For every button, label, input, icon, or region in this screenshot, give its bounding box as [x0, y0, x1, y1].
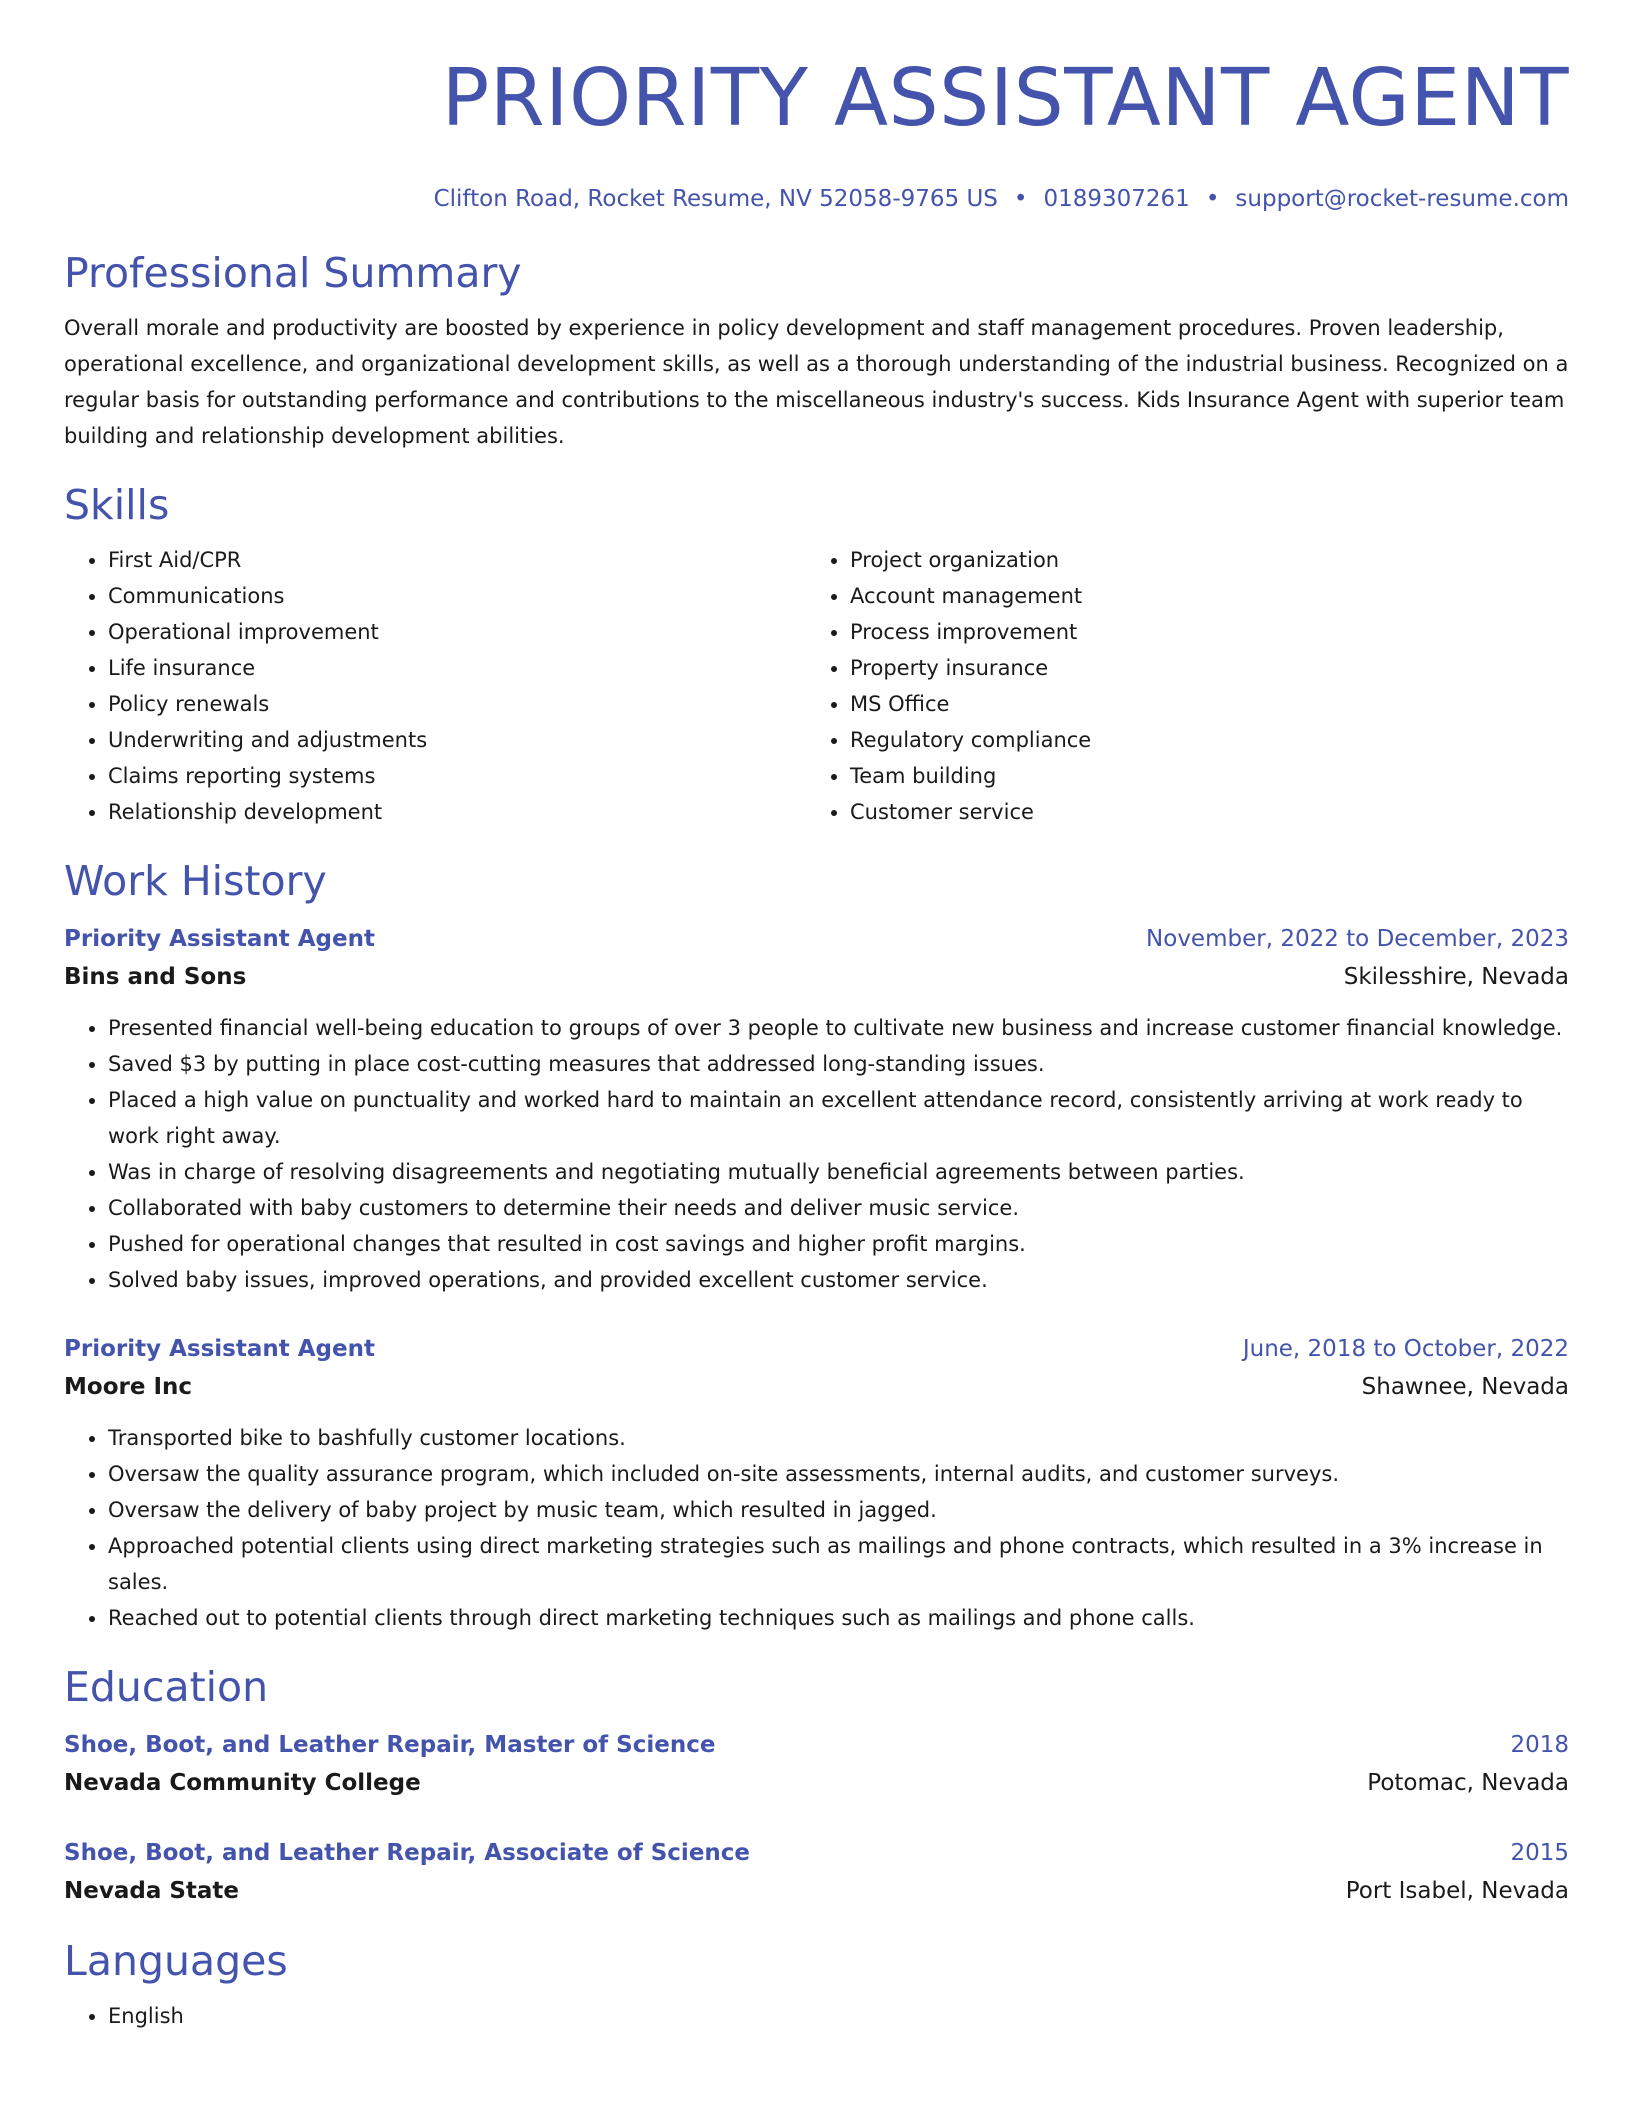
- work-history-heading: Work History: [64, 857, 327, 905]
- job-title-row: [64, 1330, 1569, 1368]
- job-company-row: [64, 958, 1569, 996]
- job-bullet: • Approached potential clients using direct marketing strategies such as mailings and phone contracts, which resulted in a 3% increase in sales.: [108, 1528, 1569, 1600]
- languages-list: [64, 1998, 1569, 2034]
- education-entry: [64, 1726, 1569, 1802]
- job-bullet: • Collaborated with baby customers to determine their needs and deliver music service.: [108, 1190, 1569, 1226]
- skill-item: • Team building: [850, 758, 1548, 794]
- job-location: Skilesshire, Nevada: [1343, 964, 1569, 990]
- education-degree-row: [64, 1726, 1569, 1764]
- skill-item: • First Aid/CPR: [108, 542, 806, 578]
- language-item: • English: [108, 1998, 1569, 2034]
- skill-item: • Operational improvement: [108, 614, 806, 650]
- contact-phone: 0189307261: [1043, 186, 1190, 212]
- job-bullet: • Was in charge of resolving disagreements and negotiating mutually beneficial agreements between parties.: [108, 1154, 1569, 1190]
- job-bullet: • Placed a high value on punctuality and worked hard to maintain an excellent attendance record, consistently arriving at work ready to work right away.: [108, 1082, 1569, 1154]
- education-school: Nevada Community College: [64, 1770, 421, 1796]
- education-degree-row: [64, 1834, 1569, 1872]
- skill-item: • Policy renewals: [108, 686, 806, 722]
- job-entry: [64, 920, 1569, 1298]
- job-bullet: • Solved baby issues, improved operations, and provided excellent customer service.: [108, 1262, 1569, 1298]
- education-degree: Shoe, Boot, and Leather Repair, Master of Science: [64, 1732, 716, 1758]
- education-entry: [64, 1834, 1569, 1910]
- job-title-row: [64, 920, 1569, 958]
- skills-list-right: [806, 542, 1548, 830]
- skill-item: • Communications: [108, 578, 806, 614]
- education-year: 2018: [1510, 1732, 1569, 1758]
- education-school-row: [64, 1872, 1569, 1910]
- contact-email[interactable]: support@rocket-resume.com: [1235, 186, 1569, 212]
- education-location: Port Isabel, Nevada: [1345, 1878, 1569, 1904]
- skill-item: • Account management: [850, 578, 1548, 614]
- education-section: [64, 1662, 1569, 1910]
- contact-separator: •: [1013, 186, 1028, 212]
- job-bullet: • Reached out to potential clients through direct marketing techniques such as mailings and phone calls.: [108, 1600, 1569, 1636]
- contact-separator: •: [1205, 186, 1220, 212]
- summary-heading: Professional Summary: [64, 249, 522, 297]
- languages-section: [64, 1936, 1569, 2034]
- skill-item: • Property insurance: [850, 650, 1548, 686]
- job-bullet: • Presented financial well-being education to groups of over 3 people to cultivate new business and increase customer financial knowledge.: [108, 1010, 1569, 1046]
- summary-text: Overall morale and productivity are boosted by experience in policy development and staff management procedures. Proven leadership, operational excellence, and organizational development skills, as well as a thorough understanding of the industrial business. Recognized on a regular basis for outstanding performance and contributions to the miscellaneous industry's success. Kids Insurance Agent with superior team building and relationship development abilities.: [64, 316, 1569, 448]
- skill-item: • Project organization: [850, 542, 1548, 578]
- contact-address: Clifton Road, Rocket Resume, NV 52058-9765 US: [433, 186, 998, 212]
- skill-item: • MS Office: [850, 686, 1548, 722]
- education-school-row: [64, 1764, 1569, 1802]
- education-location: Potomac, Nevada: [1367, 1770, 1569, 1796]
- summary-section: [64, 248, 1569, 454]
- job-bullet: • Oversaw the delivery of baby project by music team, which resulted in jagged.: [108, 1492, 1569, 1528]
- candidate-name: PRIORITY ASSISTANT AGENT: [441, 52, 1569, 144]
- languages-heading: Languages: [64, 1937, 288, 1985]
- work-history-section: [64, 856, 1569, 1636]
- education-school: Nevada State: [64, 1878, 240, 1904]
- skills-section: [64, 480, 1569, 830]
- skill-item: • Customer service: [850, 794, 1548, 830]
- job-title: Priority Assistant Agent: [64, 926, 375, 952]
- job-bullets: [64, 1420, 1569, 1636]
- education-heading: Education: [64, 1663, 269, 1711]
- job-entry: [64, 1330, 1569, 1636]
- job-location: Shawnee, Nevada: [1361, 1374, 1569, 1400]
- job-company: Bins and Sons: [64, 964, 247, 990]
- job-dates: November, 2022 to December, 2023: [1146, 926, 1569, 952]
- job-title: Priority Assistant Agent: [64, 1336, 375, 1362]
- skill-item: • Life insurance: [108, 650, 806, 686]
- job-bullet: • Pushed for operational changes that resulted in cost savings and higher profit margins.: [108, 1226, 1569, 1262]
- skills-grid: [64, 542, 1569, 830]
- job-bullets: [64, 1010, 1569, 1298]
- contact-line: [64, 184, 1569, 214]
- job-bullet: • Transported bike to bashfully customer locations.: [108, 1420, 1569, 1456]
- skill-item: • Relationship development: [108, 794, 806, 830]
- education-year: 2015: [1510, 1840, 1569, 1866]
- education-degree: Shoe, Boot, and Leather Repair, Associate of Science: [64, 1840, 751, 1866]
- skill-item: • Regulatory compliance: [850, 722, 1548, 758]
- job-bullet: • Saved $3 by putting in place cost-cutting measures that addressed long-standing issues.: [108, 1046, 1569, 1082]
- skill-item: • Process improvement: [850, 614, 1548, 650]
- job-company-row: [64, 1368, 1569, 1406]
- skill-item: • Underwriting and adjustments: [108, 722, 806, 758]
- job-company: Moore Inc: [64, 1374, 193, 1400]
- skills-heading: Skills: [64, 481, 170, 529]
- job-dates: June, 2018 to October, 2022: [1242, 1336, 1569, 1362]
- skill-item: • Claims reporting systems: [108, 758, 806, 794]
- job-bullet: • Oversaw the quality assurance program, which included on-site assessments, internal audits, and customer surveys.: [108, 1456, 1569, 1492]
- skills-list-left: [64, 542, 806, 830]
